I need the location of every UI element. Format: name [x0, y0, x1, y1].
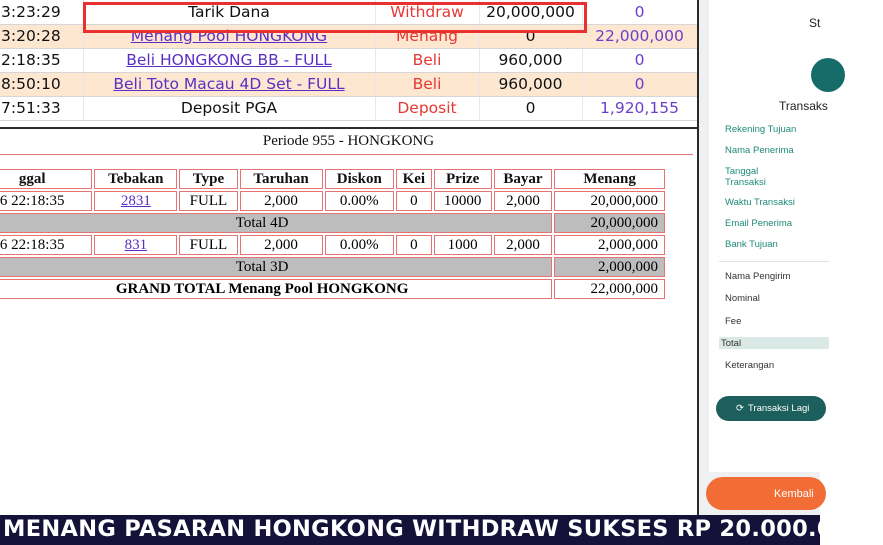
history-type: Menang — [375, 24, 479, 48]
success-check-icon — [811, 58, 845, 92]
receipt-panel — [697, 0, 828, 515]
history-amount: 20,000,000 — [479, 0, 582, 24]
bet-detail-panel — [0, 127, 697, 515]
history-description: Tarik Dana — [83, 0, 375, 24]
label-waktu-transaksi: Waktu Transaksi — [725, 197, 795, 208]
bet-taruhan: 2,000 — [240, 191, 323, 211]
label-nama-pengirim: Nama Pengirim — [725, 271, 791, 282]
divider — [719, 261, 829, 262]
grand-total-row — [0, 279, 665, 299]
bet-tanggal: 6 22:18:35 — [0, 235, 92, 255]
history-balance: 22,000,000 — [582, 24, 697, 48]
bet-tebakan-link[interactable]: 831 — [124, 236, 148, 253]
transaksi-lagi-button[interactable] — [716, 396, 826, 421]
history-row — [0, 24, 697, 48]
history-description-link[interactable]: Beli Toto Macau 4D Set - FULL — [113, 75, 345, 93]
history-time: 8:50:10 — [0, 72, 83, 96]
label-fee: Fee — [725, 316, 742, 327]
label-nominal: Nominal — [725, 293, 760, 304]
table-row — [0, 191, 665, 211]
refresh-icon: ⟳ — [736, 403, 744, 414]
history-balance: 0 — [582, 48, 697, 72]
table-row — [0, 235, 665, 255]
history-time: 2:18:35 — [0, 48, 83, 72]
bet-type: FULL — [179, 191, 237, 211]
bet-bayar: 2,000 — [494, 235, 552, 255]
col-kei: Kei — [396, 169, 431, 189]
history-balance: 0 — [582, 0, 697, 24]
history-time: 3:23:29 — [0, 0, 83, 24]
history-type: Withdraw — [375, 0, 479, 24]
label-nama-penerima: Nama Penerima — [725, 145, 794, 156]
periode-title: Periode 955 - HONGKONG — [262, 133, 435, 149]
col-type: Type — [179, 169, 237, 189]
label-tanggal-transaksi: Tanggal Transaksi — [725, 166, 766, 188]
col-tanggal: ggal — [0, 169, 92, 189]
total-3d-label: Total 3D — [0, 257, 552, 277]
col-menang: Menang — [554, 169, 665, 189]
label-total: Total — [721, 338, 742, 349]
col-tebakan: Tebakan — [94, 169, 177, 189]
total-4d-row — [0, 213, 665, 233]
history-amount: 960,000 — [479, 48, 582, 72]
label-rekening-tujuan: Rekening Tujuan — [725, 124, 797, 135]
history-time: 3:20:28 — [0, 24, 83, 48]
bet-tanggal: 6 22:18:35 — [0, 191, 92, 211]
history-balance: 1,920,155 — [582, 96, 697, 120]
divider — [0, 154, 693, 155]
history-description-link[interactable]: Menang Pool HONGKONG — [130, 27, 328, 45]
bet-detail-table — [0, 167, 667, 301]
history-type: Beli — [375, 72, 479, 96]
bet-type: FULL — [179, 235, 237, 255]
kembali-label: Kembali — [774, 487, 814, 500]
history-type: Beli — [375, 48, 479, 72]
label-bank-tujuan: Bank Tujuan — [725, 239, 778, 250]
total-3d-row — [0, 257, 665, 277]
bet-diskon: 0.00% — [325, 191, 395, 211]
history-type: Deposit — [375, 96, 479, 120]
total-3d-value: 2,000,000 — [554, 257, 665, 277]
col-taruhan: Taruhan — [240, 169, 323, 189]
bottom-banner — [0, 515, 883, 545]
history-row — [0, 48, 697, 72]
total-4d-value: 20,000,000 — [554, 213, 665, 233]
bet-tebakan-link[interactable]: 2831 — [120, 192, 151, 209]
history-description-link[interactable]: Beli HONGKONG BB - FULL — [126, 51, 332, 69]
bet-prize: 10000 — [434, 191, 492, 211]
kembali-button[interactable] — [706, 477, 826, 510]
grand-total-label: GRAND TOTAL Menang Pool HONGKONG — [0, 279, 552, 299]
bet-kei: 0 — [396, 191, 431, 211]
bet-menang: 20,000,000 — [554, 191, 665, 211]
history-description: Deposit PGA — [83, 96, 375, 120]
history-amount: 0 — [479, 24, 582, 48]
transaksi-lagi-label: Transaksi Lagi — [747, 403, 810, 414]
transaction-history-table — [0, 0, 698, 121]
total-4d-label: Total 4D — [0, 213, 552, 233]
history-balance: 0 — [582, 72, 697, 96]
bet-prize: 1000 — [434, 235, 492, 255]
grand-total-value: 22,000,000 — [554, 279, 665, 299]
receipt-title: Transaks — [779, 99, 828, 113]
history-amount: 0 — [479, 96, 582, 120]
col-bayar: Bayar — [494, 169, 552, 189]
banner-text: MENANG PASARAN HONGKONG WITHDRAW SUKSES RP 20.000.000,- — [3, 516, 883, 542]
label-keterangan: Keterangan — [725, 360, 775, 371]
label-email-penerima: Email Penerima — [725, 218, 793, 229]
col-prize: Prize — [434, 169, 492, 189]
bet-kei: 0 — [396, 235, 431, 255]
bet-menang: 2,000,000 — [554, 235, 665, 255]
status-text: St — [809, 16, 821, 30]
table-header-row — [0, 169, 665, 189]
bet-diskon: 0.00% — [325, 235, 395, 255]
history-row — [0, 96, 697, 120]
history-row — [0, 0, 697, 24]
bet-bayar: 2,000 — [494, 191, 552, 211]
history-amount: 960,000 — [479, 72, 582, 96]
bet-taruhan: 2,000 — [240, 235, 323, 255]
history-row — [0, 72, 697, 96]
col-diskon: Diskon — [325, 169, 395, 189]
history-time: 7:51:33 — [0, 96, 83, 120]
